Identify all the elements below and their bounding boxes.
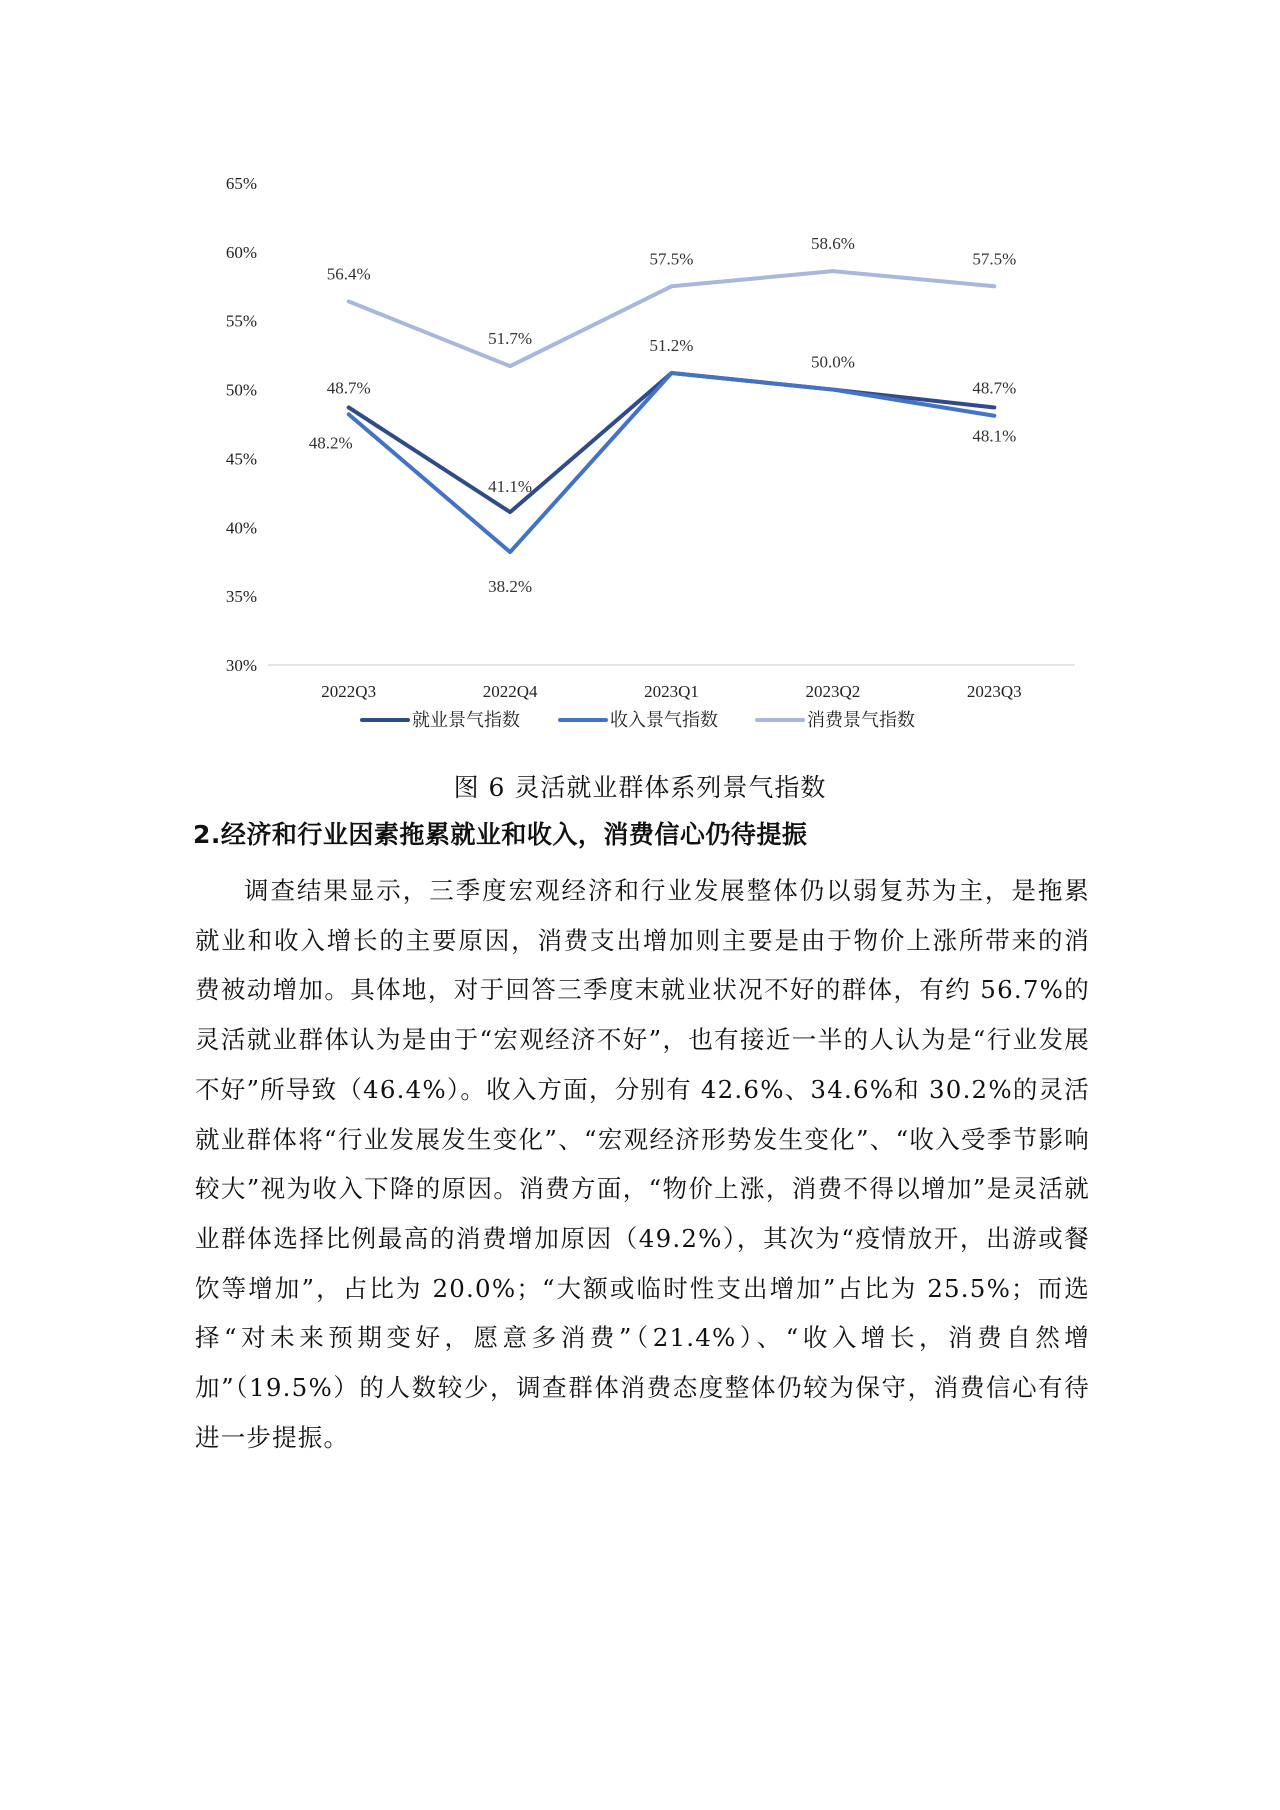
line-chart [0, 0, 1280, 760]
y-tick-label: 65% [225, 174, 257, 193]
y-tick-label: 45% [225, 449, 257, 469]
data-label: 51.7% [488, 329, 533, 349]
y-tick-label: 50% [225, 380, 257, 400]
y-tick-label: 35% [225, 587, 257, 607]
data-label: 57.5% [649, 249, 694, 269]
data-label: 50.0% [810, 352, 855, 372]
x-tick-label: 2023Q1 [644, 682, 699, 701]
data-label: 48.1% [972, 426, 1017, 446]
series-line-1 [349, 373, 995, 512]
body-paragraph: 调查结果显示，三季度宏观经济和行业发展整体仍以弱复苏为主，是拖累就业和收入增长的主要原因，消费支出增加则主要是由于物价上涨所带来的消费被动增加。具体地，对于回答三季度末就业状况不好的群体，有约 56.7%的灵活就业群体认为是由于“宏观经济不好”，也有接近一半的人认为是“行业发展不好”所导致（46.4%）。收入方面，分别有 42.6%、34.6%和 30.2%的灵活就业群体将“行业发展发生变化”、“宏观经济形势发生变化”、“收入受季节影响较大”视为收入下降的原因。消费方面，“物价上涨，消费不得以增加”是灵活就业群体选择比例最高的消费增加原因（49.2%），其次为“疫情放开，出游或餐饮等增加”，占比为 20.0%；“大额或临时性支出增加”占比为 25.5%；而选择“对未来预期变好，愿意多消费”（21.4%）、“收入增长，消费自然增加”（19.5%）的人数较少，调查群体消费态度整体仍较为保守，消费信心有待进一步提振。 [195, 876, 1090, 1452]
data-label: 38.2% [488, 577, 533, 597]
data-label: 57.5% [972, 249, 1017, 269]
data-label: 48.2% [308, 433, 353, 453]
x-tick-label: 2022Q4 [482, 682, 538, 701]
data-labels [309, 234, 1017, 596]
data-label: 58.6% [810, 234, 855, 254]
x-tick-label: 2023Q2 [805, 682, 861, 701]
legend-label: 就业景气指数 [412, 710, 520, 730]
figure-caption: 图 6 灵活就业群体系列景气指数 [453, 773, 827, 802]
legend-label: 消费景气指数 [807, 710, 915, 730]
y-axis [226, 174, 257, 675]
y-tick-label: 30% [225, 656, 257, 675]
data-label: 51.2% [649, 336, 694, 356]
legend [362, 710, 915, 730]
x-tick-label: 2022Q3 [321, 682, 377, 701]
section-heading: 2.经济和行业因素拖累就业和收入，消费信心仍待提振 [193, 820, 808, 849]
x-tick-label: 2023Q3 [966, 682, 1022, 701]
y-tick-label: 40% [225, 518, 257, 538]
data-label: 48.7% [972, 378, 1017, 398]
data-label: 41.1% [488, 477, 533, 497]
y-tick-label: 55% [225, 311, 257, 331]
y-tick-label: 60% [225, 242, 257, 262]
data-label: 48.7% [326, 378, 371, 398]
data-label: 56.4% [326, 264, 371, 284]
series-lines [349, 271, 995, 552]
series-line-2 [349, 373, 995, 552]
legend-label: 收入景气指数 [610, 710, 718, 730]
x-axis [321, 682, 1021, 701]
